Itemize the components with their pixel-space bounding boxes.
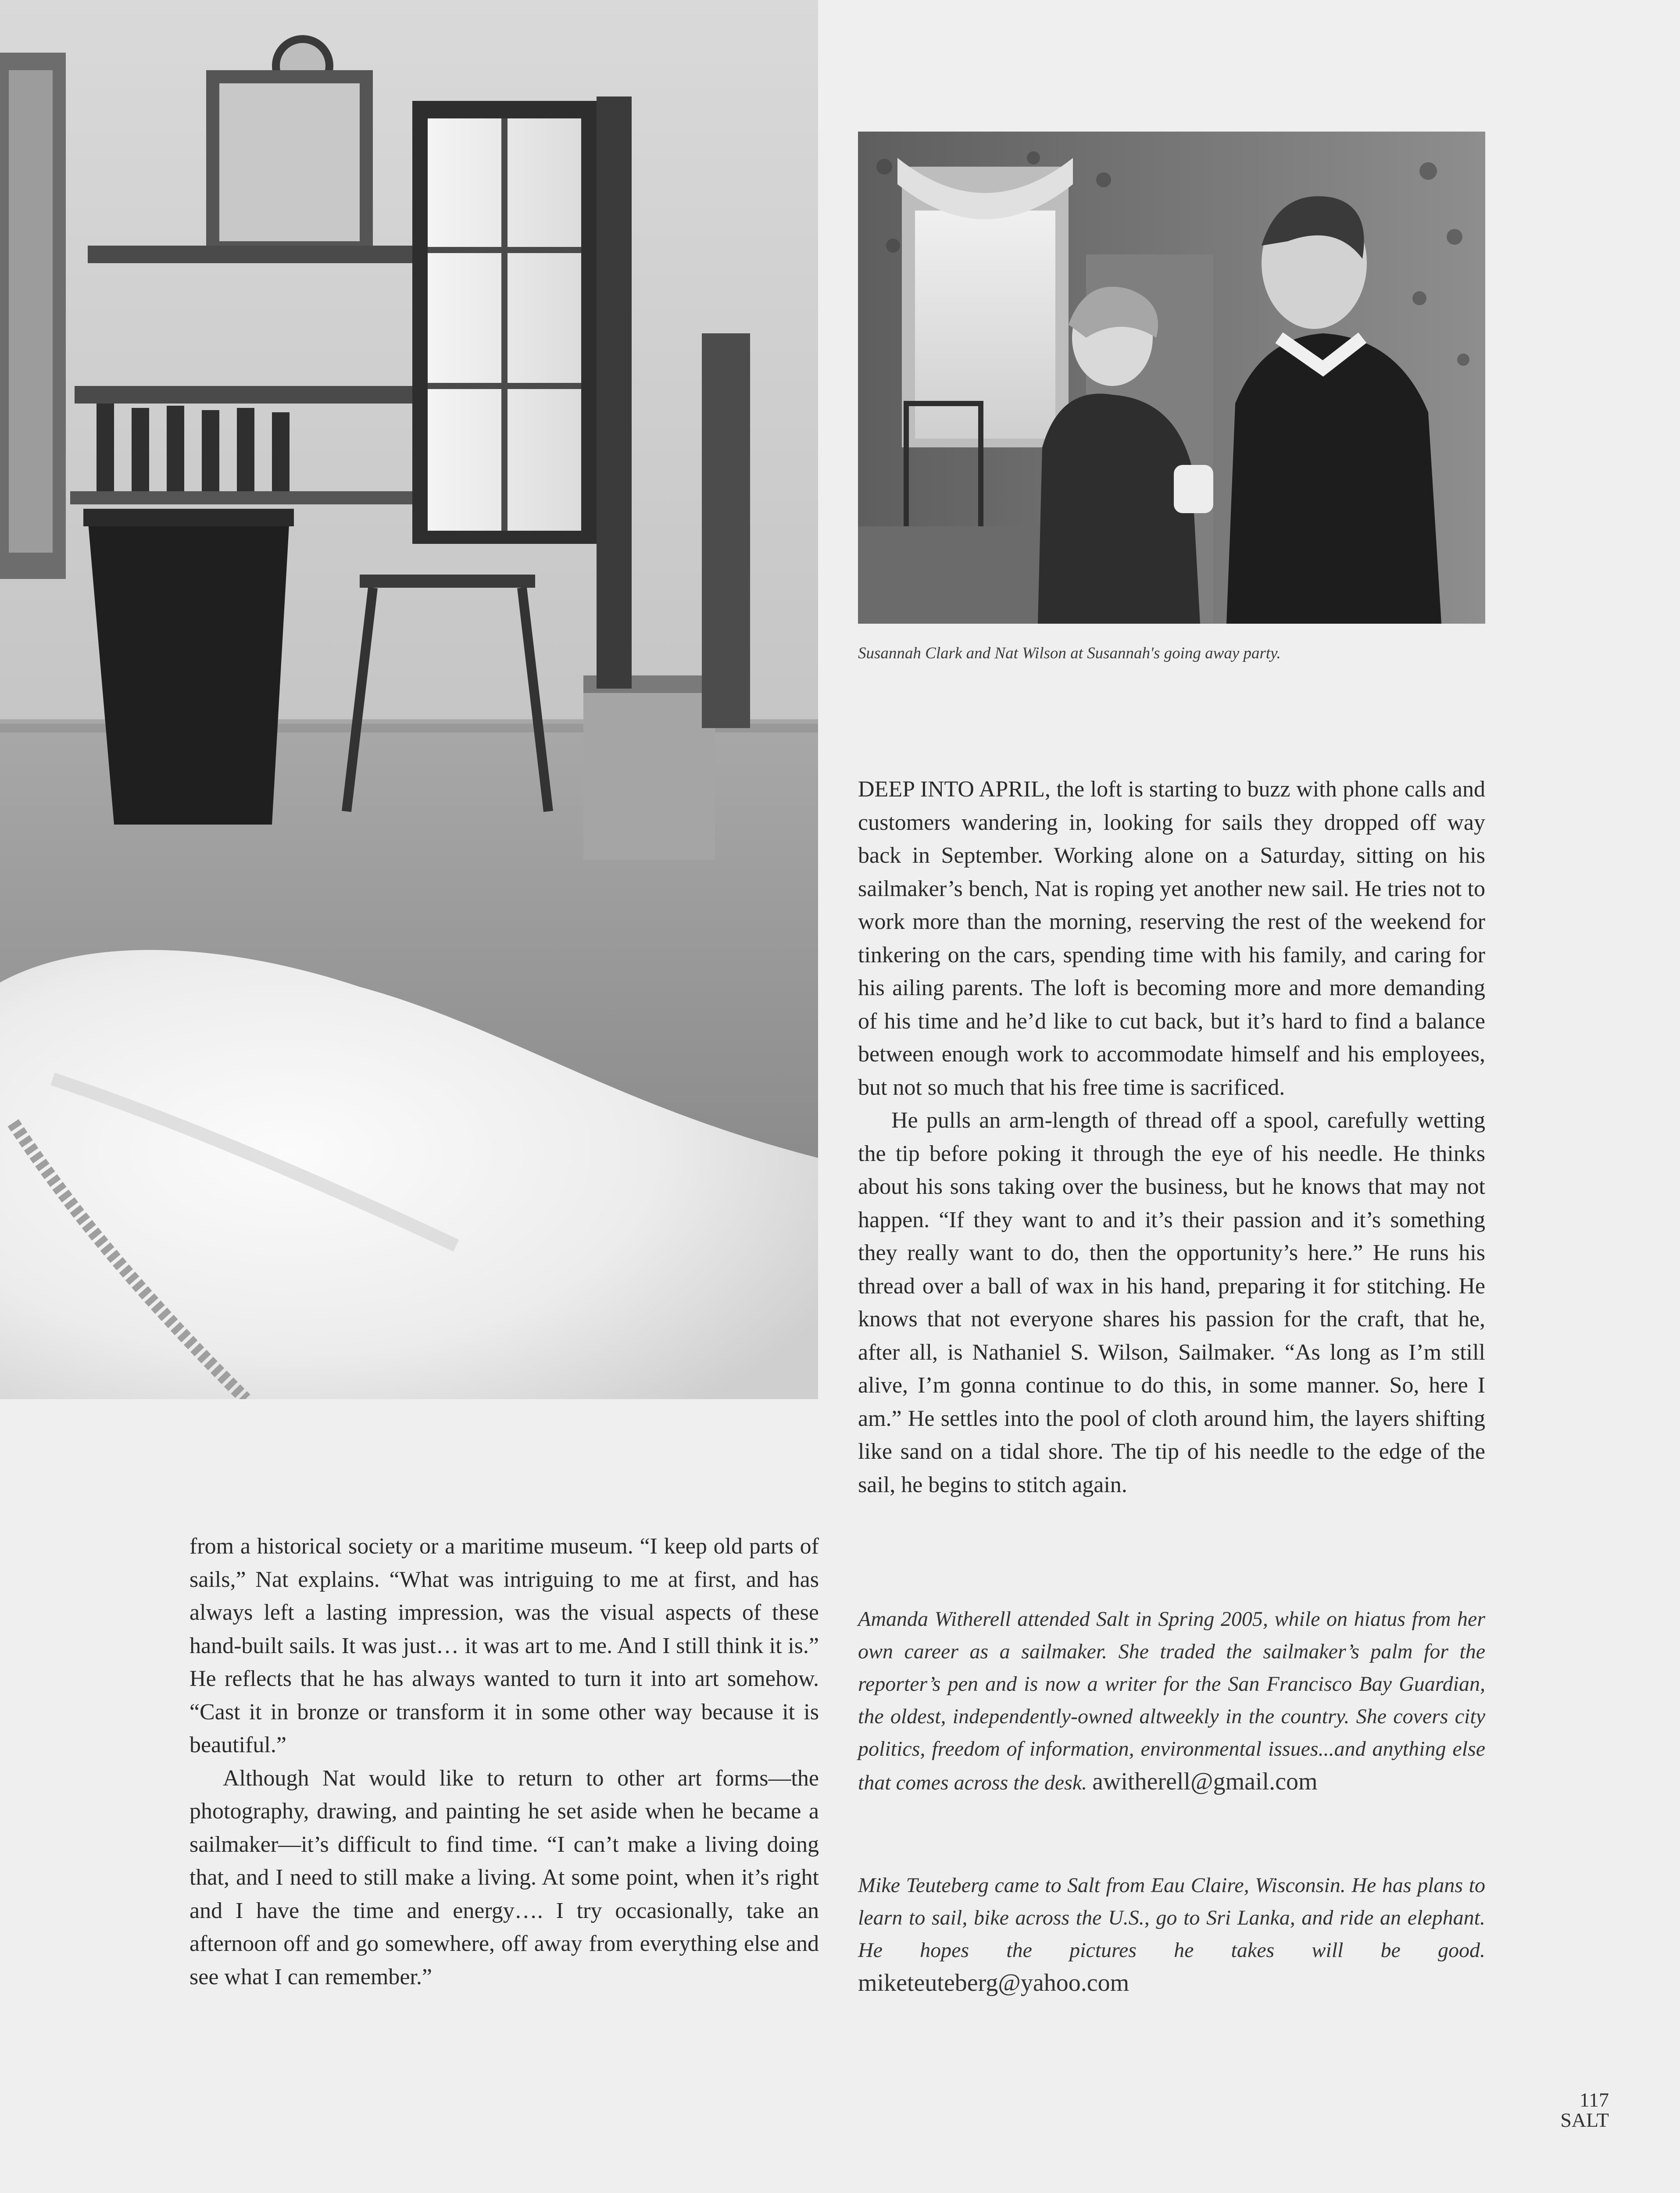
publication-name: SALT	[1560, 2109, 1609, 2131]
bio-text: Mike Teuteberg came to Salt from Eau Claire, Wisconsin. He has plans to learn to sail, bike across the U.S., go to Sri Lanka, and ride an elephant. He hopes the pictures he takes will be good.	[858, 1874, 1485, 1962]
page-folio	[1560, 2090, 1609, 2130]
right-paragraph-1: DEEP INTO APRIL, the loft is starting to buzz with phone calls and customers wandering in, looking for sails they dropped off way back in September. Working alone on a Saturday, sitting on his sailmaker’s bench, Nat is roping yet another new sail. He tries not to work more than the morning, reserving the rest of the weekend for tinkering on the cars, spending time with his family, and caring for his ailing parents. The loft is becoming more and more demanding of his time and he’d like to cut back, but it’s hard to find a balance between enough work to accommodate himself and his employees, but not so much that his free time is sacrificed.	[858, 777, 1485, 1100]
photo-caption: Susannah Clark and Nat Wilson at Susannah's going away party.	[858, 644, 1281, 662]
right-column-text	[858, 773, 1485, 1501]
page-number: 117	[1579, 2089, 1609, 2111]
left-paragraph-1: from a historical society or a maritime museum. “I keep old parts of sails,” Nat explains. “What was intriguing to me at first, and has always left a lasting impression, was the visual aspects of these hand-built sails. It was just… it was art to me. And I still think it is.” He reflects that he has always wanted to turn it into art somehow. “Cast it in bronze or transform it in some other way because it is beautiful.”	[189, 1534, 819, 1757]
party-photo	[858, 132, 1485, 624]
author-bio-mike	[858, 1869, 1485, 2000]
bio-email-link[interactable]: awitherell@gmail.com	[1092, 1768, 1318, 1795]
left-column-text	[189, 1530, 819, 1993]
author-bio-amanda	[858, 1603, 1485, 1799]
sail-loft-photo	[0, 0, 818, 1399]
left-paragraph-2: Although Nat would like to return to other art forms—the photography, drawing, and painting he set aside when he became a sailmaker—it’s difficult to find time. “I can’t make a living doing that, and I need to still make a living. At some point, when it’s right and I have the time and energy…. I try occasionally, take an afternoon off and go somewhere, off away from everything else and see what I can remember.”	[189, 1765, 819, 1989]
right-paragraph-2: He pulls an arm-length of thread off a spool, carefully wetting the tip before poking it through the eye of his needle. He thinks about his sons taking over the business, but he knows that may not happen. “If they want to and it’s their passion and it’s something they really want to do, then the opportunity’s here.” He runs his thread over a ball of wax in his hand, preparing it for stitching. He knows that not everyone shares his passion for the craft, that he, after all, is Nathaniel S. Wilson, Sailmaker. “As long as I’m still alive, I’m gonna continue to do this, in some manner. So, here I am.” He settles into the pool of cloth around him, the layers shifting like sand on a tidal shore. The tip of his needle to the edge of the sail, he begins to stitch again.	[858, 1108, 1485, 1497]
bio-text: Amanda Witherell attended Salt in Spring 2005, while on hiatus from her own career as a sailmaker. She traded the sailmaker’s palm for the reporter’s pen and is now a writer for the San Francisco Bay Guardian, the oldest, independently-owned altweekly in the country. She covers city politics, freedom of information, environmental issues...and anything else that comes across the desk.	[858, 1607, 1485, 1794]
bio-email-link[interactable]: miketeuteberg@yahoo.com	[858, 1969, 1130, 1997]
